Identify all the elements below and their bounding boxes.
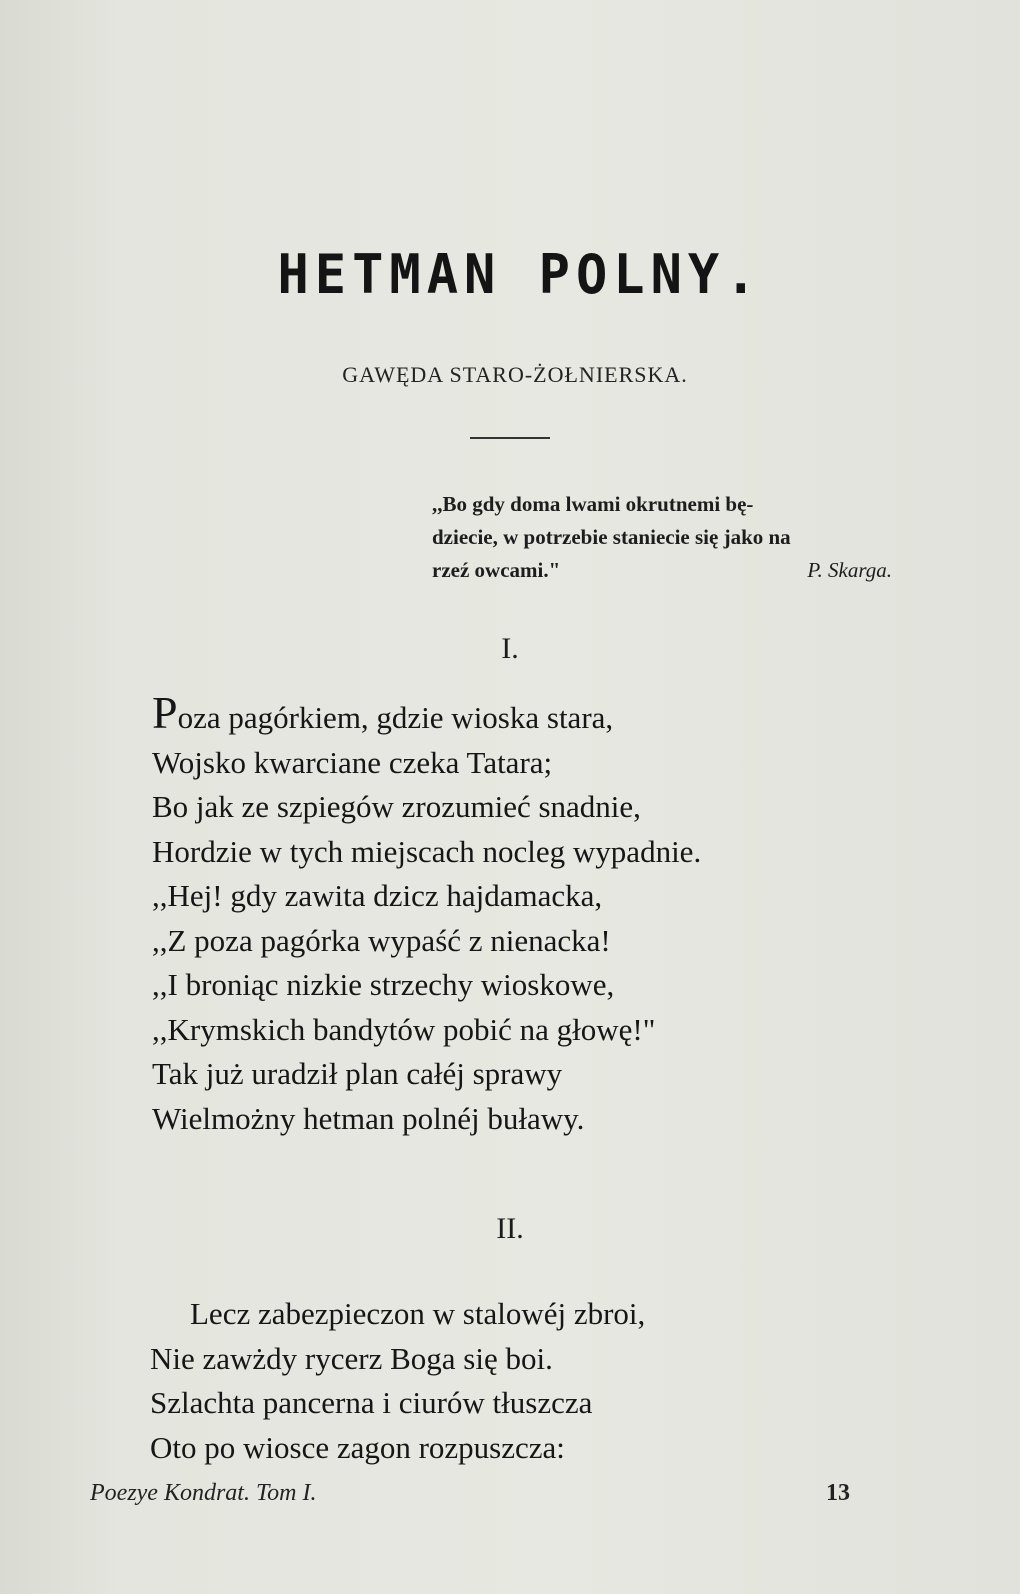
poem-subtitle: GAWĘDA STARO-ŻOŁNIERSKA. [342,362,688,387]
title-divider [470,437,550,439]
footer-signature: Poezye Kondrat. Tom I. [90,1480,317,1506]
stanza-1-line: Tak już uradził plan całéj sprawy [152,1056,563,1091]
page-number: 13 [826,1480,850,1506]
stanza-2-line: Nie zawżdy rycerz Boga się boi. [150,1340,553,1376]
epigraph-author: P. Skarga. [807,558,892,582]
stanza-1-line: Wojsko kwarciane czeka Tatara; [152,744,553,780]
poem-title: HETMAN POLNY. [277,243,763,307]
stanza-1-line: ,,Krymskich bandytów pobić na głowę!" [152,1011,656,1047]
section-number-2: II. [496,1212,524,1245]
stanza-1-line: ,,Z poza pagórka wypaść z nienacka! [152,922,611,958]
stanza-1-line: Hordzie w tych miejscach nocleg wypadnie. [152,833,702,869]
stanza-1 [152,687,702,1141]
stanza-1-line: Wielmożny hetman polnéj buławy. [152,1100,585,1136]
drop-cap: P [152,687,178,738]
stanza-2-line: Szlachta pancerna i ciurów tłuszcza [150,1385,593,1420]
stanza-1-line: ,,Hej! gdy zawita dzicz hajdamacka, [152,878,603,913]
stanza-1-line: ,,I broniąc nizkie strzechy wioskowe, [152,967,615,1002]
stanza-2-line: Oto po wiosce zagon rozpuszcza: [150,1429,565,1465]
stanza-2 [150,1292,645,1470]
epigraph-line-1: ,,Bo gdy doma lwami okrutnemi bę- [432,492,754,516]
section-number-1: I. [501,632,519,665]
stanza-1-line: Bo jak ze szpiegów zrozumieć snadnie, [152,789,641,824]
stanza-1-line-1-text: oza pagórkiem, gdzie wioska stara, [177,700,614,735]
epigraph-line-2: dziecie, w potrzebie staniecie się jako na [432,525,791,549]
epigraph [432,488,952,587]
stanza-2-line: Lecz zabezpieczon w stalowéj zbroi, [190,1296,646,1331]
epigraph-line-3 [432,554,892,587]
epigraph-line-3-text: rzeź owcami." [432,558,561,582]
stanza-1-line-1 [152,687,701,741]
